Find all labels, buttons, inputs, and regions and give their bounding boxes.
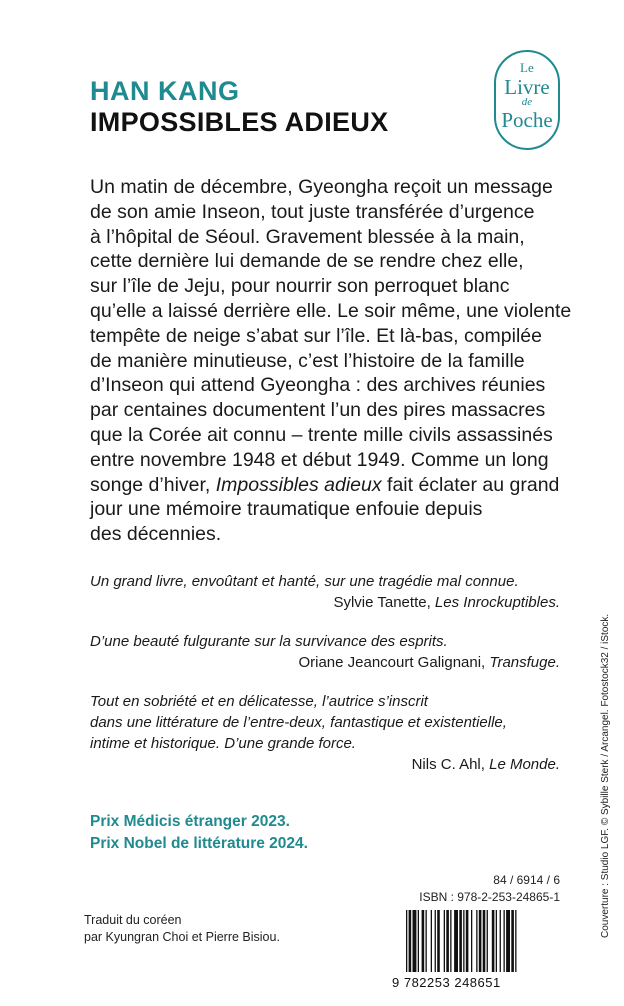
book-summary <box>90 175 570 547</box>
barcode-bar <box>504 910 505 972</box>
barcode-bar <box>431 910 432 972</box>
barcode-bar <box>463 910 464 972</box>
logo-poche: Poche <box>501 108 553 132</box>
barcode-bar <box>483 910 486 972</box>
barcode-bar <box>437 910 440 972</box>
barcode-bar <box>515 910 516 972</box>
barcode-bar <box>476 910 477 972</box>
barcode-bar <box>446 910 449 972</box>
logo-de: de <box>521 96 533 108</box>
summary-line: par centaines documentent l’un des pires massacres <box>90 399 546 422</box>
summary-line: que la Corée ait connu – trente mille civils assassinés <box>90 423 553 446</box>
barcode-bar <box>413 910 417 972</box>
barcode-bar <box>409 910 412 972</box>
barcode-bar <box>422 910 425 972</box>
summary-line: jour une mémoire traumatique enfouie depuis <box>90 498 483 521</box>
summary-line: à l’hôpital de Séoul. Gravement blessée à la main, <box>90 225 525 248</box>
prizes <box>90 811 308 855</box>
press-quote <box>90 571 560 613</box>
quote-text: intime et historique. D’une grande force. <box>90 735 356 752</box>
quote-text: dans une littérature de l’entre-deux, fantastique et existentielle, <box>90 714 507 731</box>
summary-line: des décennies. <box>90 523 222 546</box>
translator-line: Traduit du coréen <box>84 913 182 927</box>
reference-code: 84 / 6914 / 6 <box>493 873 560 887</box>
barcode-bar <box>406 910 407 972</box>
barcode-bar <box>487 910 488 972</box>
barcode-icon <box>406 910 560 972</box>
barcode-bar <box>435 910 436 972</box>
summary-book-title: Impossibles adieux <box>215 473 382 496</box>
summary-line: sur l’île de Jeju, pour nourrir son perroquet blanc <box>90 275 510 298</box>
summary-line-with-title <box>90 473 570 498</box>
barcode-bar <box>418 910 419 972</box>
quote-source <box>90 754 560 775</box>
barcode-bar <box>479 910 482 972</box>
logo-livre: Livre <box>504 75 550 99</box>
barcode-bar <box>492 910 495 972</box>
le-livre-de-poche-logo <box>494 50 560 150</box>
barcode-bar <box>466 910 469 972</box>
quote-source <box>90 592 560 613</box>
summary-line: cette dernière lui demande de se rendre chez elle, <box>90 250 524 273</box>
quote-publication: Le Monde. <box>489 756 560 773</box>
summary-line: entre novembre 1948 et début 1949. Comme un long <box>90 448 549 471</box>
summary-line: de son amie Inseon, tout juste transférée d’urgence <box>90 200 535 223</box>
prize-item: Prix Nobel de littérature 2024. <box>90 835 308 852</box>
barcode-bar <box>471 910 472 972</box>
logo-le: Le <box>520 60 534 75</box>
barcode-bar <box>426 910 427 972</box>
summary-line: Un matin de décembre, Gyeongha reçoit un message <box>90 176 553 198</box>
cover-credit: Couverture : Studio LGF. © Sybille Sterk / Arcangel. Fotostock32 / iStock. <box>600 613 611 938</box>
barcode-bar <box>459 910 462 972</box>
prize-item: Prix Médicis étranger 2023. <box>90 813 290 830</box>
summary-line: de manière minutieuse, c’est l’histoire de la famille <box>90 349 525 372</box>
press-quote <box>90 631 560 673</box>
quote-text: D’une beauté fulgurante sur la survivance des esprits. <box>90 633 448 650</box>
barcode-digits: 9 782253 248651 <box>392 975 501 990</box>
book-title: IMPOSSIBLES ADIEUX <box>90 107 389 137</box>
quote-author: Sylvie Tanette, <box>333 594 435 611</box>
barcode-bar <box>450 910 451 972</box>
quote-source <box>90 652 560 673</box>
barcode-bar <box>511 910 514 972</box>
quote-author: Nils C. Ahl, <box>411 756 490 773</box>
summary-line: tempête de neige s’abat sur l’île. Et là-bas, compilée <box>90 324 542 347</box>
summary-line: qu’elle a laissé derrière elle. Le soir même, une violente <box>90 299 572 322</box>
author-name: HAN KANG <box>90 76 240 106</box>
translator-line: par Kyungran Choi et Pierre Bisiou. <box>84 930 280 944</box>
barcode-bar <box>500 910 501 972</box>
quote-text: Tout en sobriété et en délicatesse, l’autrice s’inscrit <box>90 693 428 710</box>
quote-text: Un grand livre, envoûtant et hanté, sur une tragédie mal connue. <box>90 573 519 590</box>
isbn: ISBN : 978-2-253-24865-1 <box>419 890 560 904</box>
barcode-bar <box>506 910 510 972</box>
barcode-bar <box>454 910 458 972</box>
summary-line: d’Inseon qui attend Gyeongha : des archives réunies <box>90 374 546 397</box>
product-codes <box>419 872 560 906</box>
press-quote <box>90 691 560 775</box>
quote-publication: Transfuge. <box>489 654 560 671</box>
quote-author: Oriane Jeancourt Galignani, <box>298 654 490 671</box>
summary-text: fait éclater au grand <box>381 473 560 496</box>
barcode-bar <box>496 910 497 972</box>
summary-text: songe d’hiver, <box>90 473 216 496</box>
translator-credit <box>84 912 280 946</box>
barcode-bar <box>444 910 445 972</box>
quote-publication: Les Inrockuptibles. <box>434 594 560 611</box>
